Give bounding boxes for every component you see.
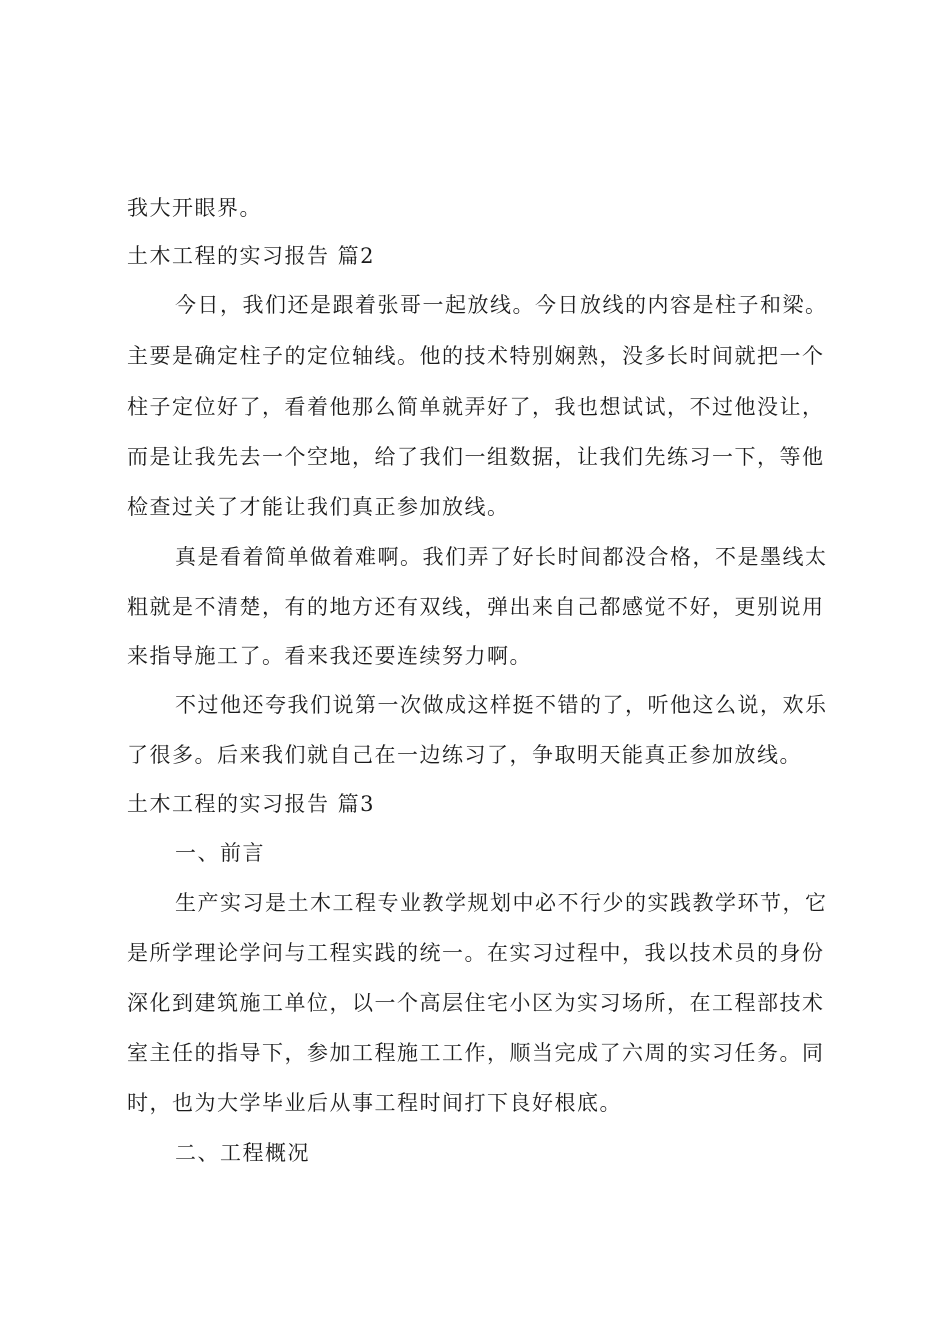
paragraph-line: 室主任的指导下，参加工程施工工作，顺当完成了六周的实习任务。同 bbox=[127, 1041, 825, 1065]
paragraph-line: 柱子定位好了，看着他那么简单就弄好了，我也想试试，不过他没让， bbox=[127, 395, 825, 419]
paragraph-line: 来指导施工了。看来我还要连续努力啊。 bbox=[127, 644, 532, 668]
section-heading-2: 土木工程的实习报告 篇2 bbox=[127, 244, 376, 268]
paragraph-line: 我大开眼界。 bbox=[127, 196, 262, 220]
paragraph-line: 今日，我们还是跟着张哥一起放线。今日放线的内容是柱子和梁。 bbox=[175, 293, 828, 317]
paragraph-line: 不过他还夸我们说第一次做成这样挺不错的了，听他这么说，欢乐 bbox=[175, 693, 828, 717]
subheading-project-overview: 二、工程概况 bbox=[175, 1141, 310, 1165]
paragraph-line: 真是看着简单做着难啊。我们弄了好长时间都没合格，不是墨线太 bbox=[175, 545, 828, 569]
paragraph-line: 深化到建筑施工单位，以一个高层住宅小区为实习场所，在工程部技术 bbox=[127, 991, 825, 1015]
paragraph-line: 主要是确定柱子的定位轴线。他的技术特别娴熟，没多长时间就把一个 bbox=[127, 344, 825, 368]
paragraph-line: 时，也为大学毕业后从事工程时间打下良好根底。 bbox=[127, 1091, 622, 1115]
paragraph-line: 是所学理论学问与工程实践的统一。在实习过程中，我以技术员的身份 bbox=[127, 941, 825, 965]
subheading-preface: 一、前言 bbox=[175, 841, 265, 865]
paragraph-line: 而是让我先去一个空地，给了我们一组数据，让我们先练习一下，等他 bbox=[127, 445, 825, 469]
paragraph-line: 检查过关了才能让我们真正参加放线。 bbox=[127, 495, 510, 519]
paragraph-line: 了很多。后来我们就自己在一边练习了，争取明天能真正参加放线。 bbox=[127, 743, 802, 767]
section-heading-3: 土木工程的实习报告 篇3 bbox=[127, 792, 376, 816]
paragraph-line: 生产实习是土木工程专业教学规划中必不行少的实践教学环节，它 bbox=[175, 891, 828, 915]
paragraph-line: 粗就是不清楚，有的地方还有双线，弹出来自己都感觉不好，更别说用 bbox=[127, 595, 825, 619]
